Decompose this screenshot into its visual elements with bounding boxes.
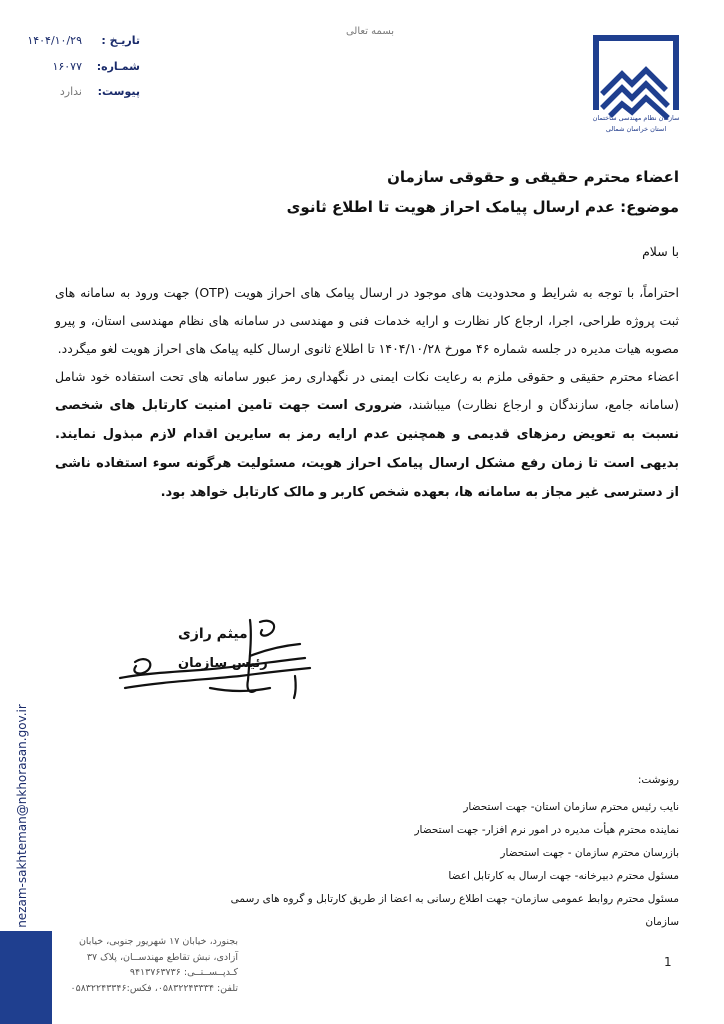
logo-province: استان خراسان شمالی xyxy=(605,125,667,133)
date-row xyxy=(20,34,140,54)
cc-list xyxy=(219,772,679,934)
paragraph-2 xyxy=(55,363,679,507)
number-row xyxy=(20,60,140,80)
organization-logo-icon xyxy=(588,30,684,140)
attachment-value: ندارد xyxy=(59,85,82,98)
date-value: ۱۴۰۴/۱۰/۲۹ xyxy=(27,34,82,47)
number-value: ۱۶۰۷۷ xyxy=(52,60,82,73)
cc-item: مسئول محترم دبیرخانه- جهت ارسال به کارتابل اعضا xyxy=(448,870,679,882)
paragraph-2-bold: ضروری است جهت تامین امنیت کارتابل های شخصی نسبت به تعویض رمزهای قدیمی و همچنین عدم ارایه رمز به سایرین اقدام لازم مبذول نمایند. بدیهی است تا زمان رفع مشکل ارسال پیامک احراز هویت، مسئولیت هرگونه سوء استفاده ناشی از دسترسی غیر مجاز به سامانه ها، بعهده شخص کاربر و مالک کارتابل خواهد بود. xyxy=(55,397,679,500)
cc-item: نایب رئیس محترم سازمان استان- جهت استحضار xyxy=(463,801,679,813)
attachment-row xyxy=(20,85,140,105)
cc-item: بازرسان محترم سازمان - جهت استحضار xyxy=(500,847,679,859)
letter-subject: موضوع: عدم ارسال پیامک احراز هویت تا اطلاع ثانوی xyxy=(286,198,679,216)
cc-item: مسئول محترم روابط عمومی سازمان- جهت اطلاع رسانی به اعضا از طریق کارتابل و گروه های رسمی سازمان xyxy=(230,893,679,928)
phone-fax: تلفن: ۰۵۸۳۲۲۴۳۳۳۴، فکس:۰۵۸۳۲۲۴۳۳۴۶ xyxy=(70,982,238,994)
address-line-2: آزادی، نبش تقاطع مهندســان، پلاک ۳۷ xyxy=(86,951,238,963)
cc-heading: رونوشت: xyxy=(637,774,679,786)
email-strip xyxy=(7,704,37,928)
paragraph-1: احتراماً، با توجه به شرایط و محدودیت های موجود در ارسال پیامک های احراز هویت (OTP) جهت ورود به سامانه های ثبت پروژه طراحی، اجرا، ارجاع کار نظارت و ارایه خدمات فنی و مهندسی در سامانه های نظام مهندسی استان، و پیرو مصوبه هیات مدیره در جلسه شماره ۴۶ مورخ ۱۴۰۴/۱۰/۲۸ تا اطلاع ثانوی ارسال کلیه پیامک های احراز هویت لغو میگردد. xyxy=(55,284,680,356)
cc-item: نماینده محترم هیأت مدیره در امور نرم افزار- جهت استحضار xyxy=(414,824,679,836)
page-number: 1 xyxy=(664,955,672,969)
signer-name: میثم رازی xyxy=(178,626,248,642)
postal-code: کـدپــســتــی: ۹۴۱۳۷۶۳۷۳۶ xyxy=(129,967,238,978)
footer-accent-bar xyxy=(0,931,52,1024)
contact-email[interactable]: nezam-sakhteman@nkhorasan.gov.ir xyxy=(15,704,29,928)
handwritten-signature-icon xyxy=(100,600,320,710)
letter-recipient: اعضاء محترم حقیقی و حقوقی سازمان xyxy=(387,168,679,186)
signer-title: رئیس سازمان xyxy=(178,656,268,671)
letter-body xyxy=(55,240,679,507)
address-line-1: بجنورد، خیابان ۱۷ شهریور جنوبی، خیابان xyxy=(78,936,238,947)
greeting: با سلام xyxy=(642,244,679,259)
number-label: شمـاره: xyxy=(96,60,140,73)
logo-org-name: سازمان نظام مهندسی ساختمان xyxy=(592,114,680,122)
paragraph-2-normal: اعضاء محترم حقیقی و حقوقی ملزم به رعایت نکات ایمنی در نگهداری رمز عبور سامانه های تحت استفاده خود شامل (سامانه جامع، سازندگان و ارجاع نظارت) میباشند، xyxy=(55,368,679,412)
bismillah: بسمه تعالی xyxy=(345,26,395,37)
date-label: تاریـخ : xyxy=(101,34,140,47)
attachment-label: پیوست: xyxy=(97,85,140,98)
footer-address xyxy=(60,934,238,996)
